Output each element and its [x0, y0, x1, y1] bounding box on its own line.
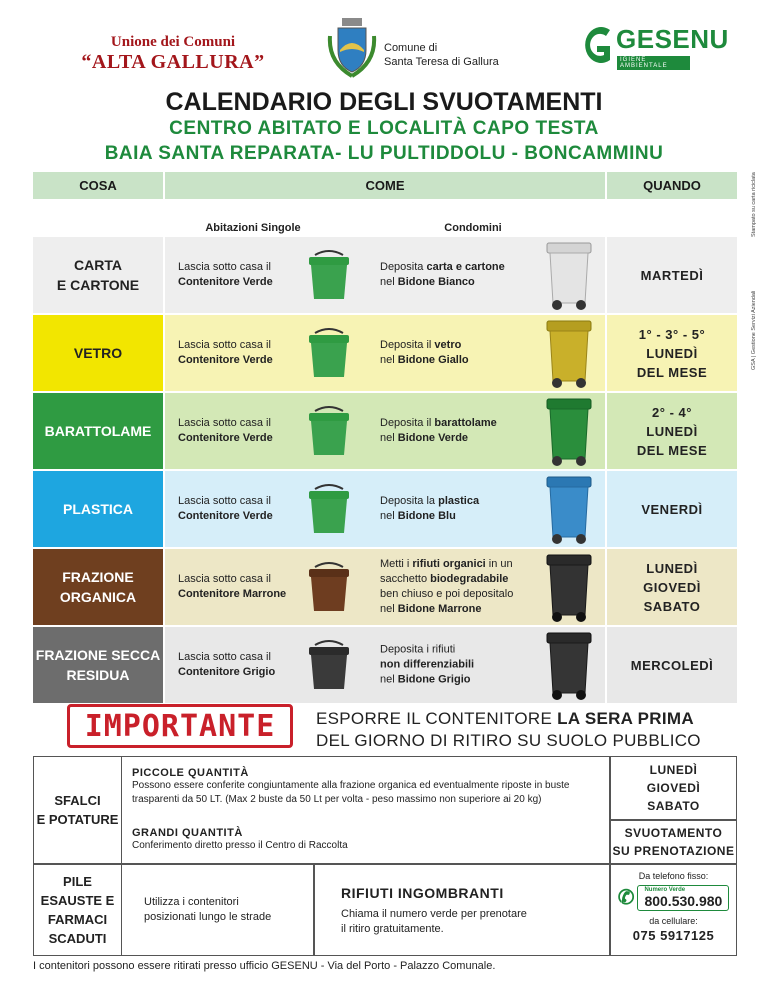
- category-label-2: RESIDUA: [66, 667, 130, 683]
- single-instruction: [178, 572, 318, 602]
- green-container-icon: [305, 327, 353, 381]
- schedule-barattolame: [607, 393, 737, 469]
- single-instruction: [178, 338, 318, 368]
- condo-text-2: nel: [380, 276, 398, 288]
- brown-bin-icon: [543, 553, 595, 623]
- schedule-organica: [607, 549, 737, 625]
- condo-instruction: [380, 557, 530, 617]
- pile-line1: PILE: [63, 874, 92, 889]
- grey-bin-icon: [543, 631, 595, 701]
- phone-icon: ✆: [617, 886, 635, 909]
- grandi-label: GRANDI QUANTITÀ: [132, 827, 243, 839]
- schedule-line2: LUNEDÌ: [646, 345, 698, 361]
- condo-bold: vetro: [434, 339, 462, 351]
- blue-bin-icon: [543, 475, 595, 545]
- fisso-label: Da telefono fisso:: [638, 871, 709, 881]
- org-line3: ben chiuso e poi depositalo: [380, 588, 514, 600]
- instructions-organica: [165, 549, 605, 625]
- pile-text-2: posizionati lungo le strade: [144, 911, 272, 923]
- notice-line2: DEL GIORNO DI RITIRO SU SUOLO PUBBLICO: [316, 731, 701, 750]
- condo-text-2: nel: [380, 510, 398, 522]
- sfalci-when-1: LUNEDÌ: [649, 763, 698, 777]
- page-title: CALENDARIO DEGLI SVUOTAMENTI: [165, 88, 603, 116]
- numero-verde: 800.530.980: [644, 893, 723, 909]
- schedule-secca: [607, 627, 737, 703]
- importante-stamp: IMPORTANTE: [67, 704, 293, 748]
- single-line2: Contenitore Grigio: [178, 666, 276, 678]
- condo-instruction: [380, 494, 530, 524]
- pile-line2: ESAUSTE E: [40, 893, 115, 908]
- union-logo: [78, 34, 268, 74]
- notice-line1: ESPORRE IL CONTENITORE: [316, 709, 558, 728]
- condo-instruction: [380, 643, 530, 688]
- prenot-line1: SVUOTAMENTO: [624, 826, 723, 840]
- subheader-condo: Condomini: [444, 222, 502, 234]
- org-line4: nel: [380, 603, 398, 615]
- instructions-barattolame: [165, 393, 605, 469]
- schedule-line1: MARTEDÌ: [640, 267, 704, 283]
- subheader-single: Abitazioni Singole: [205, 222, 301, 234]
- sfalci-instructions: [121, 756, 610, 864]
- schedule-line1: VENERDÌ: [641, 501, 703, 517]
- single-line1: Lascia sotto casa il: [178, 573, 271, 585]
- green-bin-icon: [543, 397, 595, 467]
- condo-text: Deposita il: [380, 417, 435, 429]
- condo-bold-2: Bidone Verde: [397, 432, 469, 444]
- single-line2: Contenitore Marrone: [178, 588, 287, 600]
- table-row-organica: [33, 549, 737, 625]
- category-vetro: [33, 315, 163, 391]
- cell-number[interactable]: 075 5917125: [632, 928, 715, 943]
- condo-bold-2: Bidone Giallo: [397, 354, 469, 366]
- brown-container-icon: [305, 561, 353, 615]
- prenot-line2: SU PRENOTAZIONE: [612, 844, 735, 858]
- org-line2-bold: biodegradabile: [430, 573, 509, 585]
- piccole-text-1: Possono essere conferite congiuntamente alla frazione organica ed eventualmente riposte in buste: [132, 780, 570, 791]
- gesenu-g-icon: [580, 24, 614, 66]
- org-line4-bold: Bidone Marrone: [397, 603, 482, 615]
- instructions-plastica: [165, 471, 605, 547]
- category-pile: [33, 864, 121, 956]
- numero-verde-box[interactable]: [637, 885, 729, 911]
- single-line2: Contenitore Verde: [178, 510, 273, 522]
- header-quando: QUANDO: [607, 172, 737, 199]
- single-line1: Lascia sotto casa il: [178, 495, 271, 507]
- sfalci-line2: E POTATURE: [36, 812, 119, 827]
- category-secca: [33, 627, 163, 703]
- pile-text-1: Utilizza i contenitori: [144, 896, 239, 908]
- schedule-line3: DEL MESE: [636, 364, 708, 380]
- important-notice: [316, 708, 701, 752]
- side-note-bottom: GSA | Gestione Servizi Aziendali: [751, 290, 757, 370]
- gesenu-sub: IGIENE AMBIENTALE: [617, 56, 690, 70]
- piccole-label: PICCOLE QUANTITÀ: [132, 767, 249, 779]
- gesenu-name: GESENU: [616, 24, 729, 54]
- cell-label: da cellulare:: [649, 916, 698, 926]
- instructions-secca: [165, 627, 605, 703]
- instructions-carta: [165, 237, 605, 313]
- sec-line3: nel: [380, 673, 398, 686]
- side-note-top: Stampato su carta riciclata: [751, 172, 757, 237]
- union-line1: Unione dei Comuni: [110, 34, 236, 50]
- category-label: CARTA: [74, 257, 122, 273]
- schedule-line2: LUNEDÌ: [646, 423, 698, 439]
- single-line1: Lascia sotto casa il: [178, 261, 271, 273]
- schedule-plastica: [607, 471, 737, 547]
- gesenu-logo: [580, 24, 729, 70]
- schedule-line3: DEL MESE: [636, 442, 708, 458]
- condo-instruction: [380, 416, 530, 446]
- pile-line4: SCADUTI: [48, 931, 107, 946]
- numero-verde-label: Numero Verde: [644, 887, 686, 893]
- schedule-line3: SABATO: [643, 598, 701, 614]
- comune-line2: Santa Teresa di Gallura: [384, 56, 499, 68]
- comune-label: [384, 41, 499, 69]
- prenotazione-box: [610, 820, 737, 864]
- schedule-carta: [607, 237, 737, 313]
- org-line1: Metti i: [380, 558, 413, 570]
- page-subtitle-2: BAIA SANTA REPARATA- LU PULTIDDOLU - BONCAMMINU: [104, 143, 664, 164]
- green-container-icon: [305, 483, 353, 537]
- comune-line1: Comune di: [384, 42, 438, 54]
- schedule-line1: 1° - 3° - 5°: [638, 326, 706, 342]
- header-come: COME: [165, 172, 605, 199]
- category-label-2: ORGANICA: [59, 589, 137, 605]
- ingombranti-instructions: [314, 864, 610, 956]
- single-line1: Lascia sotto casa il: [178, 651, 271, 663]
- condo-instruction: [380, 338, 530, 368]
- org-line1-post: in un: [485, 558, 513, 570]
- contact-box: [610, 864, 737, 956]
- category-plastica: [33, 471, 163, 547]
- single-instruction: [178, 494, 318, 524]
- sec-line1: Deposita i rifiuti: [380, 643, 456, 656]
- piccole-text-2: trasparenti da 50 LT. (Max 2 buste da 50 Lt per volta - peso massimo non superiore ai 20 kg): [132, 794, 542, 805]
- grandi-text: Conferimento diretto presso il Centro di Raccolta: [132, 840, 348, 851]
- single-line1: Lascia sotto casa il: [178, 339, 271, 351]
- category-label: VETRO: [73, 345, 123, 361]
- condo-text: Deposita la: [380, 495, 439, 507]
- union-line2: “ALTA GALLURA”: [81, 51, 265, 73]
- category-carta: [33, 237, 163, 313]
- table-row-plastica: [33, 471, 737, 547]
- sfalci-when-2: GIOVEDÌ: [646, 781, 701, 795]
- category-label-2: E CARTONE: [56, 277, 140, 293]
- category-label: PLASTICA: [63, 501, 133, 517]
- pile-instructions: [121, 864, 314, 956]
- condo-instruction: [380, 260, 530, 290]
- category-barattolame: [33, 393, 163, 469]
- white-bin-icon: [543, 241, 595, 311]
- condo-text-2: nel: [380, 354, 398, 366]
- condo-bold: plastica: [438, 495, 480, 507]
- sfalci-when-3: SABATO: [647, 799, 700, 813]
- page-subtitle-1: CENTRO ABITATO E LOCALITÀ CAPO TESTA: [169, 118, 599, 139]
- category-label: FRAZIONE SECCA: [35, 647, 161, 663]
- pile-line3: FARMACI: [47, 912, 108, 927]
- condo-bold: barattolame: [434, 417, 497, 429]
- condo-bold-2: Bidone Bianco: [397, 276, 475, 288]
- category-label: FRAZIONE: [62, 569, 134, 585]
- single-line2: Contenitore Verde: [178, 432, 273, 444]
- yellow-bin-icon: [543, 319, 595, 389]
- category-label: BARATTOLAME: [44, 423, 152, 439]
- schedule-line1: LUNEDÌ: [646, 560, 698, 576]
- condo-text-2: nel: [380, 432, 398, 444]
- table-row-secca: [33, 627, 737, 703]
- schedule-line1: MERCOLEDÌ: [630, 657, 714, 673]
- ingombranti-label: RIFIUTI INGOMBRANTI: [341, 885, 504, 901]
- schedule-vetro: [607, 315, 737, 391]
- org-line1-bold: rifiuti organici: [412, 558, 486, 570]
- single-line2: Contenitore Verde: [178, 276, 273, 288]
- condo-text: Deposita: [380, 261, 427, 273]
- notice-line1-bold: LA SERA PRIMA: [557, 709, 694, 728]
- schedule-line2: GIOVEDÌ: [643, 579, 701, 595]
- single-line1: Lascia sotto casa il: [178, 417, 271, 429]
- condo-bold-2: Bidone Blu: [397, 510, 456, 522]
- green-container-icon: [305, 249, 353, 303]
- single-line2: Contenitore Verde: [178, 354, 273, 366]
- org-line2: sacchetto: [380, 573, 431, 585]
- sfalci-schedule: [610, 756, 737, 820]
- condo-text: Deposita il: [380, 339, 435, 351]
- condo-bold: carta e cartone: [426, 261, 505, 273]
- crest-icon: [326, 16, 378, 80]
- header-cosa: COSA: [33, 172, 163, 199]
- single-instruction: [178, 260, 318, 290]
- instructions-vetro: [165, 315, 605, 391]
- ingombranti-text-2: il ritiro gratuitamente.: [341, 923, 444, 935]
- footer-note: I contenitori possono essere ritirati presso ufficio GESENU - Via del Porto - Palazzo Comunale.: [33, 960, 496, 972]
- sec-line2: non differenziabili: [380, 658, 475, 671]
- sfalci-line1: SFALCI: [54, 793, 101, 808]
- sec-line3-bold: Bidone Grigio: [397, 673, 471, 686]
- category-organica: [33, 549, 163, 625]
- ingombranti-text-1: Chiama il numero verde per prenotare: [341, 908, 527, 920]
- grey-container-icon: [305, 639, 353, 693]
- schedule-line1: 2° - 4°: [652, 404, 692, 420]
- table-row-carta: [33, 237, 737, 313]
- single-instruction: [178, 650, 318, 680]
- table-row-vetro: [33, 315, 737, 391]
- green-container-icon: [305, 405, 353, 459]
- category-sfalci: [33, 756, 121, 864]
- table-row-barattolame: [33, 393, 737, 469]
- single-instruction: [178, 416, 318, 446]
